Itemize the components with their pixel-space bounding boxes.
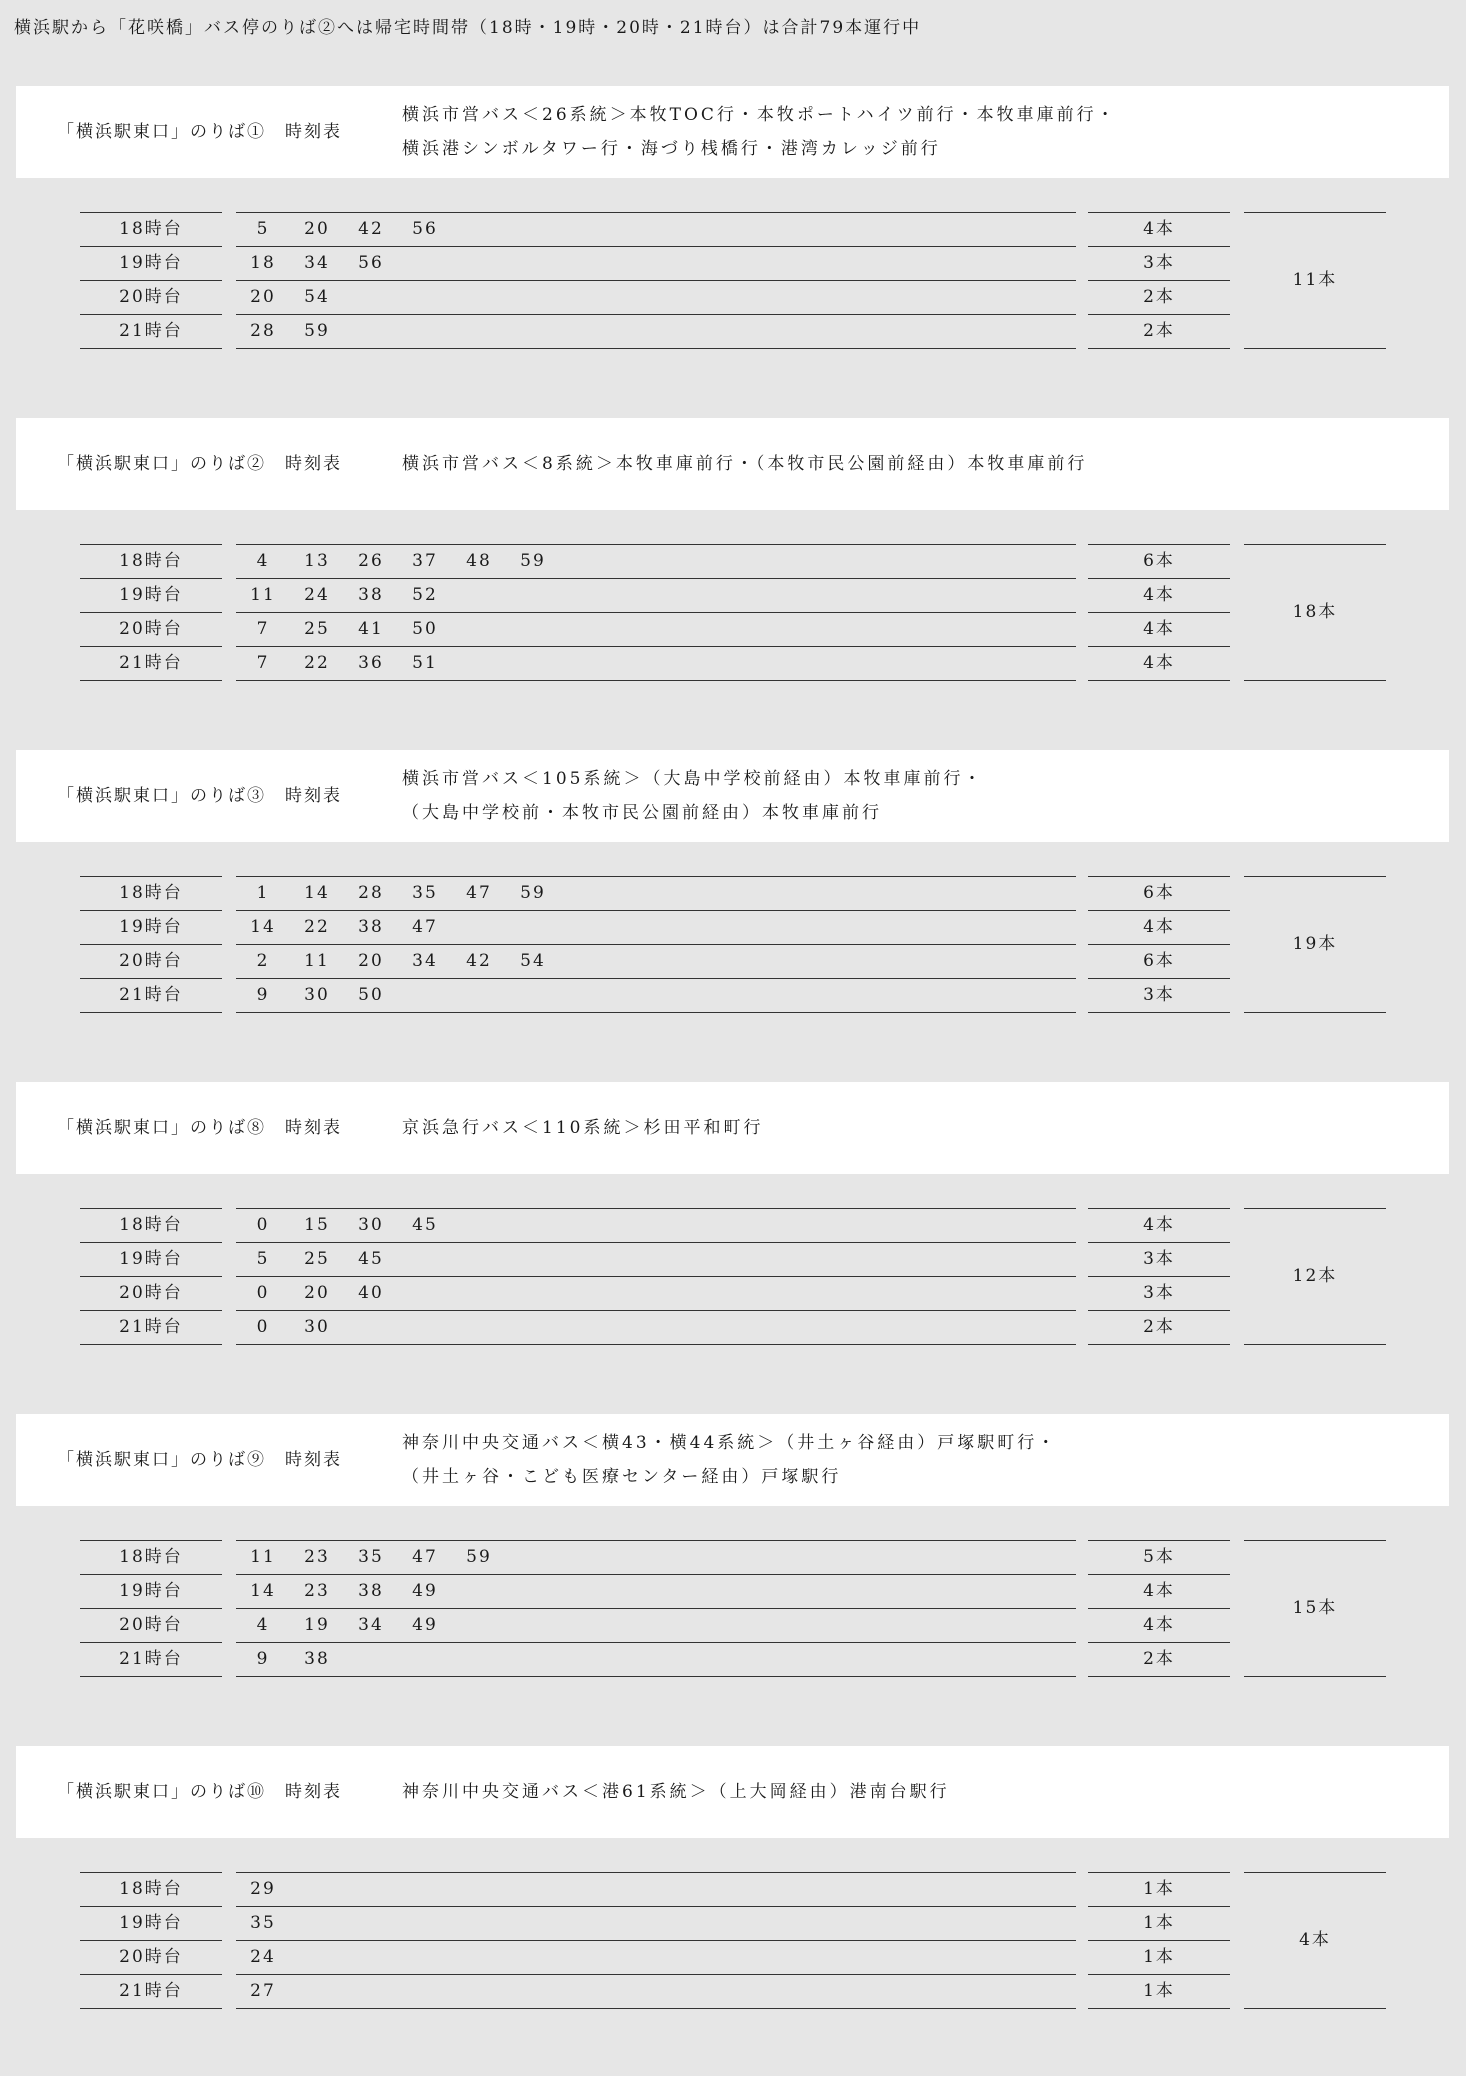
- hour-cell: 20時台: [119, 1283, 183, 1303]
- section-header: [16, 1082, 1449, 1174]
- departure-times: [236, 944, 1076, 978]
- departure-minute: 38: [304, 1649, 330, 1669]
- departure-minute: 47: [412, 917, 438, 937]
- hour-cell: 21時台: [119, 653, 183, 673]
- total-column-rule: [1244, 1344, 1386, 1345]
- times-column-rule: [236, 2008, 1076, 2009]
- departure-minute: 38: [358, 585, 384, 605]
- hour-column-rule: [80, 1344, 222, 1345]
- hour-count: 2本: [1143, 1649, 1175, 1669]
- timetable-section: [0, 750, 1466, 1080]
- departure-minute: 19: [304, 1615, 330, 1635]
- departure-minute: 47: [466, 883, 492, 903]
- section-header: [16, 1746, 1449, 1838]
- hour-column-rule: [80, 1012, 222, 1013]
- departure-minute: 23: [304, 1547, 330, 1567]
- departure-minute: 25: [304, 619, 330, 639]
- hour-cell: 18時台: [119, 1215, 183, 1235]
- hour-cell: 19時台: [119, 585, 183, 605]
- departure-minute: 45: [358, 1249, 384, 1269]
- departure-minute: 14: [304, 883, 330, 903]
- hour-cell: 18時台: [119, 883, 183, 903]
- count-column-rule: [1088, 1676, 1230, 1677]
- stop-label: 「横浜駅東口」のりば② 時刻表: [57, 454, 342, 474]
- route-description: [402, 750, 983, 842]
- departure-minute: 2: [256, 951, 270, 971]
- hour-count: 3本: [1143, 1249, 1175, 1269]
- times-column-rule: [236, 680, 1076, 681]
- departure-times: [236, 314, 1076, 348]
- departure-minute: 13: [304, 551, 330, 571]
- section-total: 19本: [1292, 934, 1338, 954]
- hour-count: 3本: [1143, 985, 1175, 1005]
- departure-minute: 7: [256, 653, 270, 673]
- departure-times: [236, 1608, 1076, 1642]
- departure-minute: 22: [304, 653, 330, 673]
- departure-minute: 9: [256, 1649, 270, 1669]
- departure-minute: 42: [358, 219, 384, 239]
- timetable-section: [0, 86, 1466, 416]
- count-column-rule: [1088, 1344, 1230, 1345]
- stop-label: 「横浜駅東口」のりば⑨ 時刻表: [57, 1450, 342, 1470]
- departure-minute: 38: [358, 1581, 384, 1601]
- stop-label: 「横浜駅東口」のりば① 時刻表: [57, 122, 342, 142]
- route-description: [402, 86, 1117, 178]
- departure-minute: 22: [304, 917, 330, 937]
- hour-cell: 21時台: [119, 1317, 183, 1337]
- hour-count: 4本: [1143, 917, 1175, 937]
- section-header: [16, 1414, 1449, 1506]
- hour-column-rule: [80, 348, 222, 349]
- count-column-rule: [1088, 2008, 1230, 2009]
- route-description-line: （井土ヶ谷・こども医療センター経由）戸塚駅行: [402, 1467, 842, 1487]
- hour-cell: 18時台: [119, 219, 183, 239]
- hour-count: 6本: [1143, 551, 1175, 571]
- departure-minute: 51: [412, 653, 438, 673]
- departure-minute: 45: [412, 1215, 438, 1235]
- departure-minute: 5: [256, 1249, 270, 1269]
- hour-count: 4本: [1143, 619, 1175, 639]
- departure-minute: 4: [256, 1615, 270, 1635]
- route-description-line: 横浜市営バス＜26系統＞本牧TOC行・本牧ポートハイツ前行・本牧車庫前行・: [402, 105, 1117, 125]
- departure-minute: 41: [358, 619, 384, 639]
- hour-cell: 20時台: [119, 1615, 183, 1635]
- departure-minute: 20: [304, 1283, 330, 1303]
- section-total: 15本: [1292, 1598, 1338, 1618]
- departure-minute: 14: [250, 1581, 276, 1601]
- route-description-line: 横浜市営バス＜105系統＞（大島中学校前経由）本牧車庫前行・: [402, 769, 984, 789]
- departure-minute: 25: [304, 1249, 330, 1269]
- departure-minute: 18: [250, 253, 276, 273]
- section-total: 12本: [1292, 1266, 1338, 1286]
- total-column-rule: [1244, 1012, 1386, 1013]
- hour-cell: 20時台: [119, 1947, 183, 1967]
- hour-cell: 19時台: [119, 1249, 183, 1269]
- route-description-line: 神奈川中央交通バス＜港61系統＞（上大岡経由）港南台駅行: [402, 1782, 950, 1802]
- timetable-table: [0, 544, 1466, 684]
- departure-minute: 49: [412, 1615, 438, 1635]
- hour-cell: 20時台: [119, 619, 183, 639]
- hour-cell: 21時台: [119, 1981, 183, 2001]
- departure-minute: 27: [250, 1981, 276, 2001]
- departure-minute: 34: [304, 253, 330, 273]
- departure-minute: 35: [250, 1913, 276, 1933]
- hour-cell: 19時台: [119, 917, 183, 937]
- departure-minute: 34: [412, 951, 438, 971]
- departure-minute: 15: [304, 1215, 330, 1235]
- hour-count: 4本: [1143, 653, 1175, 673]
- departure-minute: 28: [358, 883, 384, 903]
- route-description-line: 横浜市営バス＜8系統＞本牧車庫前行・（本牧市民公園前経由）本牧車庫前行: [402, 454, 1088, 474]
- departure-minute: 20: [250, 287, 276, 307]
- timetable-section: [0, 1414, 1466, 1744]
- hour-column-rule: [80, 680, 222, 681]
- departure-times: [236, 1974, 1076, 2008]
- hour-column-rule: [80, 1676, 222, 1677]
- section-header: [16, 418, 1449, 510]
- timetable-section: [0, 418, 1466, 748]
- departure-minute: 11: [304, 951, 330, 971]
- section-header: [16, 86, 1449, 178]
- departure-minute: 28: [250, 321, 276, 341]
- hour-count: 4本: [1143, 219, 1175, 239]
- departure-minute: 50: [412, 619, 438, 639]
- total-column-rule: [1244, 348, 1386, 349]
- hour-count: 3本: [1143, 253, 1175, 273]
- total-column-rule: [1244, 2008, 1386, 2009]
- timetable-section: [0, 1746, 1466, 2076]
- stop-label: 「横浜駅東口」のりば③ 時刻表: [57, 786, 342, 806]
- hour-count: 2本: [1143, 1317, 1175, 1337]
- departure-times: [236, 978, 1076, 1012]
- departure-minute: 4: [256, 551, 270, 571]
- hour-cell: 20時台: [119, 951, 183, 971]
- departure-minute: 29: [250, 1879, 276, 1899]
- departure-minute: 0: [256, 1283, 270, 1303]
- departure-minute: 11: [250, 585, 276, 605]
- departure-minute: 26: [358, 551, 384, 571]
- hour-cell: 21時台: [119, 1649, 183, 1669]
- departure-minute: 30: [304, 1317, 330, 1337]
- departure-minute: 34: [358, 1615, 384, 1635]
- section-total: 11本: [1292, 270, 1338, 290]
- departure-minute: 5: [256, 219, 270, 239]
- page-title: 横浜駅から「花咲橋」バス停のりば②へは帰宅時間帯（18時・19時・20時・21時台）は合計79本運行中: [14, 18, 922, 38]
- total-column-rule: [1244, 680, 1386, 681]
- departure-minute: 7: [256, 619, 270, 639]
- departure-minute: 42: [466, 951, 492, 971]
- departure-minute: 49: [412, 1581, 438, 1601]
- departure-minute: 30: [358, 1215, 384, 1235]
- hour-count: 6本: [1143, 883, 1175, 903]
- hour-cell: 19時台: [119, 1913, 183, 1933]
- departure-minute: 1: [256, 883, 270, 903]
- departure-minute: 54: [304, 287, 330, 307]
- departure-minute: 0: [256, 1317, 270, 1337]
- departure-minute: 24: [304, 585, 330, 605]
- hour-count: 1本: [1143, 1879, 1175, 1899]
- departure-minute: 59: [520, 883, 546, 903]
- hour-cell: 21時台: [119, 985, 183, 1005]
- departure-minute: 56: [412, 219, 438, 239]
- departure-times: [236, 1642, 1076, 1676]
- times-column-rule: [236, 1344, 1076, 1345]
- hour-cell: 21時台: [119, 321, 183, 341]
- departure-times: [236, 1276, 1076, 1310]
- section-total: 18本: [1292, 602, 1338, 622]
- hour-cell: 19時台: [119, 253, 183, 273]
- hour-cell: 18時台: [119, 1879, 183, 1899]
- departure-minute: 47: [412, 1547, 438, 1567]
- hour-cell: 18時台: [119, 1547, 183, 1567]
- departure-times: [236, 578, 1076, 612]
- departure-minute: 20: [358, 951, 384, 971]
- hour-count: 1本: [1143, 1913, 1175, 1933]
- departure-times: [236, 246, 1076, 280]
- departure-minute: 59: [304, 321, 330, 341]
- hour-count: 1本: [1143, 1947, 1175, 1967]
- hour-count: 4本: [1143, 1215, 1175, 1235]
- hour-cell: 18時台: [119, 551, 183, 571]
- count-column-rule: [1088, 680, 1230, 681]
- route-description: [402, 1082, 763, 1174]
- hour-count: 4本: [1143, 1615, 1175, 1635]
- departure-minute: 48: [466, 551, 492, 571]
- hour-count: 1本: [1143, 1981, 1175, 2001]
- section-header: [16, 750, 1449, 842]
- times-column-rule: [236, 1012, 1076, 1013]
- total-column-rule: [1244, 1676, 1386, 1677]
- departure-minute: 54: [520, 951, 546, 971]
- hour-count: 5本: [1143, 1547, 1175, 1567]
- route-description-line: （大島中学校前・本牧市民公園前経由）本牧車庫前行: [402, 803, 882, 823]
- departure-minute: 9: [256, 985, 270, 1005]
- departure-minute: 59: [520, 551, 546, 571]
- timetable-table: [0, 1540, 1466, 1680]
- departure-times: [236, 1940, 1076, 1974]
- hour-column-rule: [80, 2008, 222, 2009]
- hour-cell: 20時台: [119, 287, 183, 307]
- departure-times: [236, 612, 1076, 646]
- timetable-table: [0, 1872, 1466, 2012]
- departure-times: [236, 1906, 1076, 1940]
- stop-label: 「横浜駅東口」のりば⑧ 時刻表: [57, 1118, 342, 1138]
- departure-minute: 37: [412, 551, 438, 571]
- times-column-rule: [236, 348, 1076, 349]
- departure-times: [236, 212, 1076, 246]
- departure-minute: 20: [304, 219, 330, 239]
- hour-count: 6本: [1143, 951, 1175, 971]
- departure-times: [236, 910, 1076, 944]
- count-column-rule: [1088, 1012, 1230, 1013]
- departure-minute: 50: [358, 985, 384, 1005]
- route-description: [402, 1746, 950, 1838]
- departure-times: [236, 1242, 1076, 1276]
- hour-count: 3本: [1143, 1283, 1175, 1303]
- departure-minute: 59: [466, 1547, 492, 1567]
- route-description: [402, 1414, 1057, 1506]
- timetable-table: [0, 876, 1466, 1016]
- section-total: 4本: [1299, 1930, 1331, 1950]
- timetable-table: [0, 1208, 1466, 1348]
- timetable-section: [0, 1082, 1466, 1412]
- departure-minute: 52: [412, 585, 438, 605]
- departure-minute: 38: [358, 917, 384, 937]
- departure-minute: 35: [358, 1547, 384, 1567]
- route-description-line: 神奈川中央交通バス＜横43・横44系統＞（井土ヶ谷経由）戸塚駅町行・: [402, 1433, 1058, 1453]
- departure-times: [236, 1574, 1076, 1608]
- route-description-line: 京浜急行バス＜110系統＞杉田平和町行: [402, 1118, 764, 1138]
- departure-times: [236, 1872, 1076, 1906]
- hour-count: 2本: [1143, 321, 1175, 341]
- hour-cell: 19時台: [119, 1581, 183, 1601]
- departure-minute: 35: [412, 883, 438, 903]
- hour-count: 2本: [1143, 287, 1175, 307]
- timetable-table: [0, 212, 1466, 352]
- departure-times: [236, 544, 1076, 578]
- times-column-rule: [236, 1676, 1076, 1677]
- departure-minute: 30: [304, 985, 330, 1005]
- stop-label: 「横浜駅東口」のりば⑩ 時刻表: [57, 1782, 342, 1802]
- departure-minute: 0: [256, 1215, 270, 1235]
- hour-count: 4本: [1143, 1581, 1175, 1601]
- departure-times: [236, 1310, 1076, 1344]
- hour-count: 4本: [1143, 585, 1175, 605]
- departure-minute: 40: [358, 1283, 384, 1303]
- departure-times: [236, 876, 1076, 910]
- departure-times: [236, 1208, 1076, 1242]
- departure-minute: 14: [250, 917, 276, 937]
- departure-minute: 24: [250, 1947, 276, 1967]
- route-description-line: 横浜港シンボルタワー行・海づり桟橋行・港湾カレッジ前行: [402, 139, 941, 159]
- count-column-rule: [1088, 348, 1230, 349]
- departure-times: [236, 646, 1076, 680]
- route-description: [402, 418, 1087, 510]
- departure-minute: 23: [304, 1581, 330, 1601]
- departure-minute: 36: [358, 653, 384, 673]
- departure-minute: 11: [250, 1547, 276, 1567]
- departure-minute: 56: [358, 253, 384, 273]
- departure-times: [236, 280, 1076, 314]
- departure-times: [236, 1540, 1076, 1574]
